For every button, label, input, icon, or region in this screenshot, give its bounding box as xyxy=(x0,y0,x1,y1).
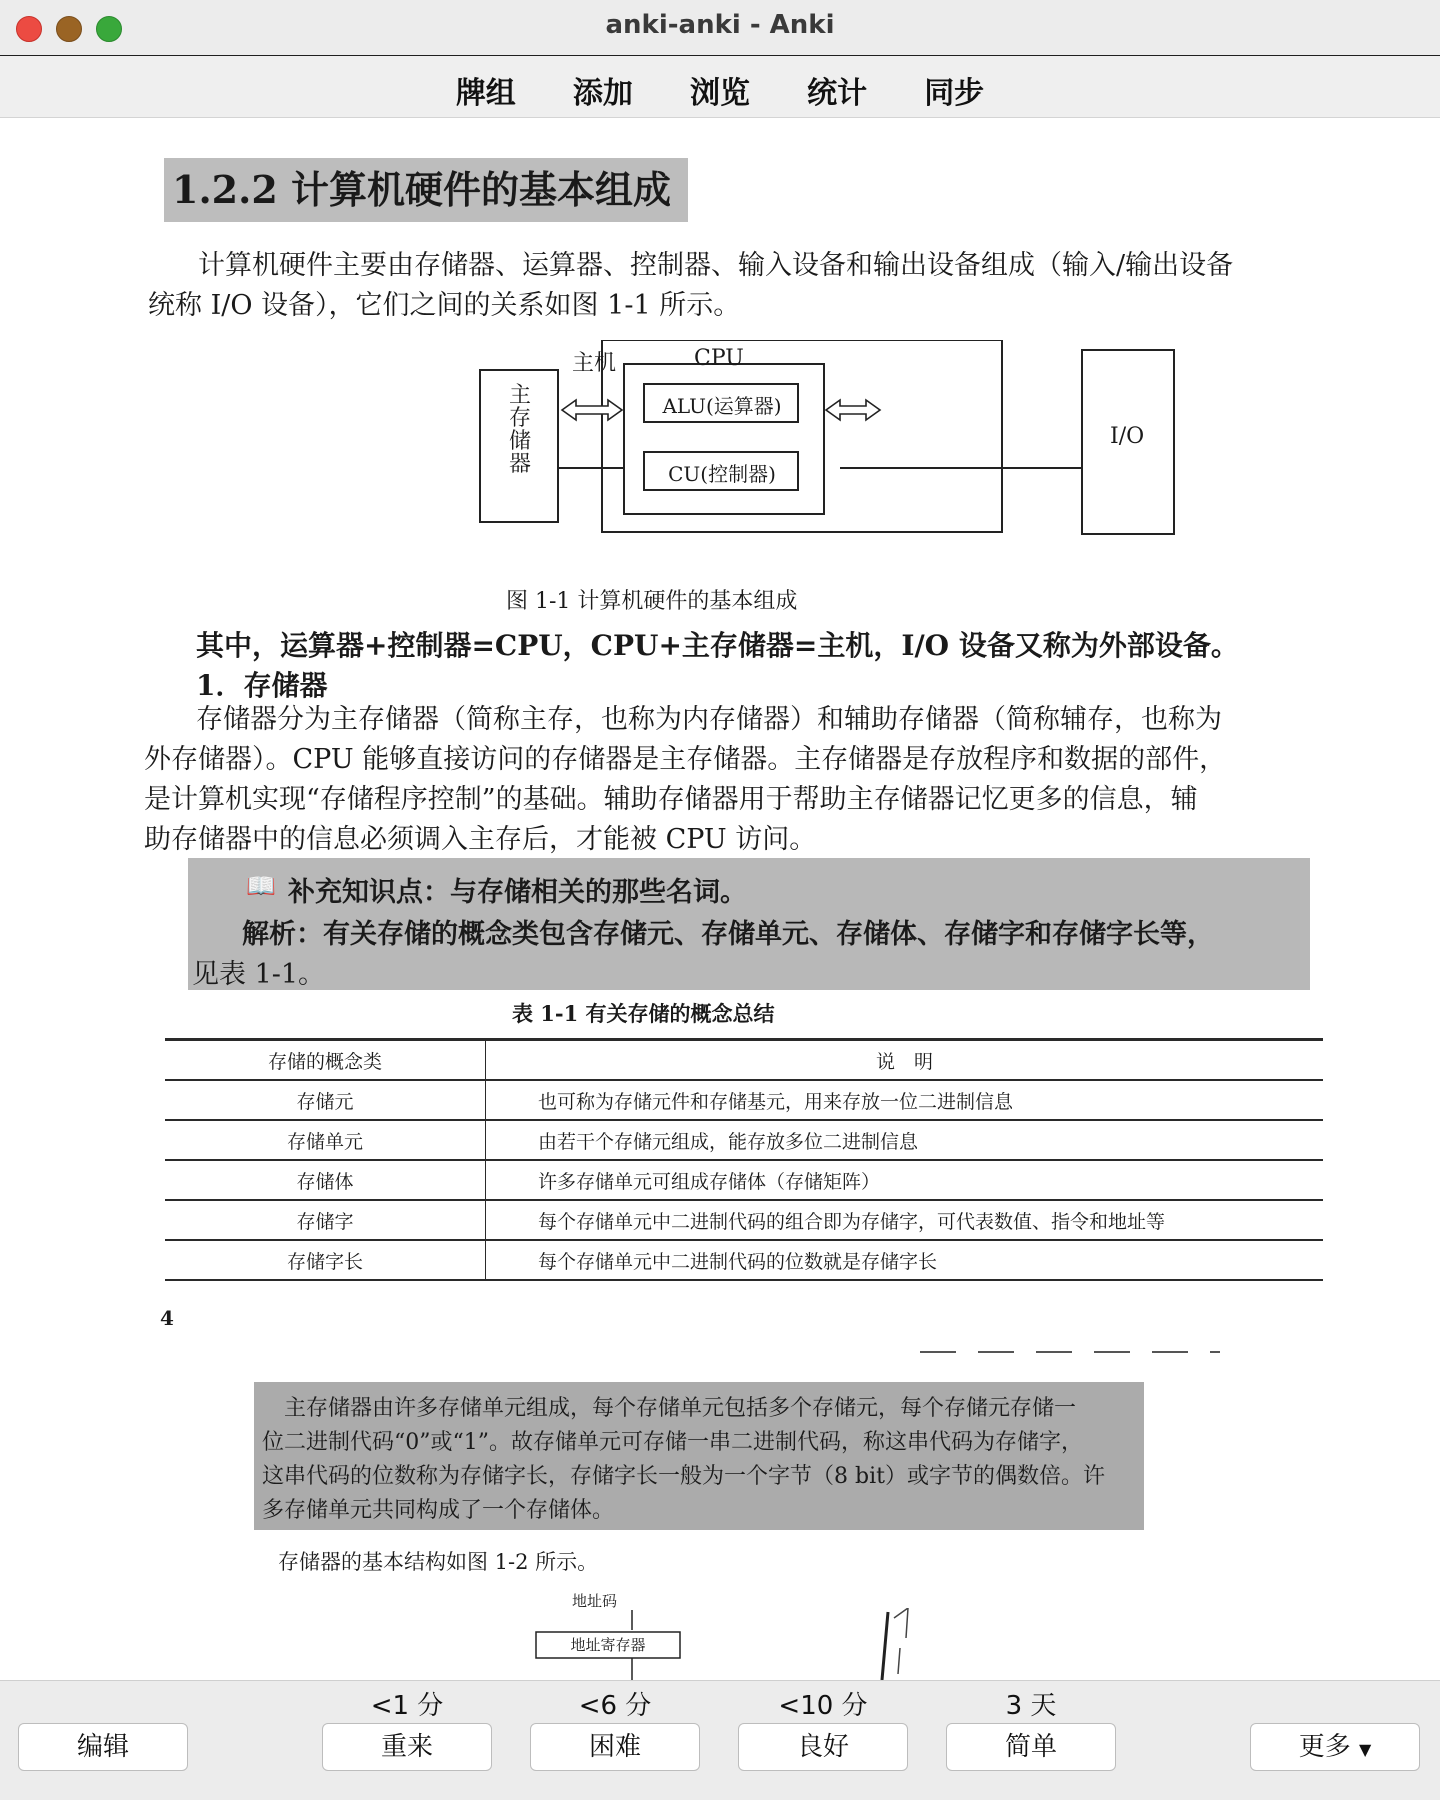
cu-label: CU(控制器) xyxy=(668,462,776,486)
separator-dashes xyxy=(920,1350,1220,1354)
hard-interval: <6 分 xyxy=(578,1691,652,1721)
note-line-2: 见表 1-1。 xyxy=(192,959,326,990)
body-line-2: 外存储器）。CPU 能够直接访问的存储器是主存储器。主存储器是存放程序和数据的部件， xyxy=(144,744,1227,775)
answer-bar xyxy=(0,1680,1440,1800)
table-cell-term: 存储字 xyxy=(165,1200,486,1240)
good-interval: <10 分 xyxy=(778,1691,868,1721)
main-memory-char: 器 xyxy=(508,452,531,477)
table-cell-term: 存储单元 xyxy=(165,1120,486,1160)
summary-line: 其中，运算器+控制器=CPU，CPU+主存储器=主机，I/O 设备又称为外部设备。 xyxy=(196,629,1239,662)
toolbar-add[interactable]: 添加 xyxy=(572,76,633,111)
table-header-cell: 存储的概念类 xyxy=(165,1040,486,1081)
definition-line-1: 主存储器由许多存储单元组成，每个存储单元包括多个存储元，每个存储元存储一 xyxy=(262,1396,1077,1421)
definition-line-4: 多存储单元共同构成了一个存储体。 xyxy=(262,1498,615,1523)
more-label: 更多 xyxy=(1298,1732,1351,1762)
main-memory-char: 存 xyxy=(508,406,531,431)
memory-definition-box xyxy=(254,1382,1144,1530)
body-line-4: 助存储器中的信息必须调入主存后，才能被 CPU 访问。 xyxy=(144,824,817,855)
table-cell-desc: 许多存储单元可组成存储体（存储矩阵） xyxy=(486,1160,1324,1200)
note-title: 补充知识点：与存储相关的那些名词。 xyxy=(288,877,747,908)
toolbar-stats[interactable]: 统计 xyxy=(807,76,868,111)
table-header-cell: 说 明 xyxy=(486,1040,1324,1081)
card-content[interactable] xyxy=(0,118,1440,1680)
hardware-diagram xyxy=(460,340,1220,570)
table-cell-desc: 每个存储单元中二进制代码的组合即为存储字，可代表数值、指令和地址等 xyxy=(486,1200,1324,1240)
table-row xyxy=(165,1160,1323,1200)
title-bar xyxy=(0,0,1440,56)
section-heading: 1.2.2 计算机硬件的基本组成 xyxy=(164,158,688,222)
host-label: 主机 xyxy=(572,351,617,376)
toolbar-sync[interactable]: 同步 xyxy=(924,76,985,111)
alu-label: ALU(运算器) xyxy=(662,394,782,418)
table-cell-term: 存储体 xyxy=(165,1160,486,1200)
table-row xyxy=(165,1240,1323,1280)
table-row xyxy=(165,1200,1323,1240)
figure-caption: 图 1-1 计算机硬件的基本组成 xyxy=(506,589,798,614)
table-row xyxy=(165,1120,1323,1160)
table-row xyxy=(165,1080,1323,1120)
main-memory-char: 主 xyxy=(508,383,531,408)
main-toolbar xyxy=(0,56,1440,118)
toolbar-decks[interactable]: 牌组 xyxy=(455,76,516,111)
subheading-memory: 1．存储器 xyxy=(196,669,328,702)
address-code-label: 地址码 xyxy=(572,1592,618,1610)
main-memory-char: 储 xyxy=(508,429,531,454)
window-title: anki-anki - Anki xyxy=(605,10,835,40)
body-line-1: 存储器分为主存储器（简称主存，也称为内存储器）和辅助存储器（简称辅存，也称为 xyxy=(196,704,1222,735)
again-interval: <1 分 xyxy=(370,1691,444,1721)
table-cell-term: 存储元 xyxy=(165,1080,486,1120)
definition-line-2: 位二进制代码“0”或“1”。故存储单元可存储一串二进制代码，称这串代码为存储字， xyxy=(262,1430,1083,1455)
main-memory-label xyxy=(508,384,532,476)
hard-button[interactable]: 困难 xyxy=(530,1723,700,1771)
intro-line-2: 统称 I/O 设备），它们之间的关系如图 1-1 所示。 xyxy=(148,290,741,321)
table-cell-desc: 由若干个存储元组成，能存放多位二进制信息 xyxy=(486,1120,1324,1160)
table-caption: 表 1-1 有关存储的概念总结 xyxy=(512,1001,775,1026)
toolbar-browse[interactable]: 浏览 xyxy=(690,76,750,111)
intro-line-1: 计算机硬件主要由存储器、运算器、控制器、输入设备和输出设备组成（输入/输出设备 xyxy=(198,250,1234,281)
caret-down-icon: ▼ xyxy=(1358,1740,1372,1759)
body-line-3: 是计算机实现“存储程序控制”的基础。辅助存储器用于帮助主存储器记忆更多的信息，辅 xyxy=(144,784,1198,815)
concepts-table xyxy=(165,1038,1323,1281)
address-register-label: 地址寄存器 xyxy=(570,1636,646,1654)
definition-line-3: 这串代码的位数称为存储字长，存储字长一般为一个字节（8 bit）或字节的偶数倍。许 xyxy=(262,1464,1105,1489)
book-icon: 📖 xyxy=(246,872,276,900)
table-cell-term: 存储字长 xyxy=(165,1240,486,1280)
table-cell-desc: 每个存储单元中二进制代码的位数就是存储字长 xyxy=(486,1240,1324,1280)
edit-button[interactable]: 编辑 xyxy=(18,1723,188,1771)
easy-interval: 3 天 xyxy=(1005,1691,1057,1721)
table-cell-desc: 也可称为存储元件和存储基元，用来存放一位二进制信息 xyxy=(486,1080,1324,1120)
io-label: I/O xyxy=(1110,424,1145,449)
note-box xyxy=(188,858,1310,990)
again-button[interactable]: 重来 xyxy=(322,1723,492,1771)
page-number: 4 xyxy=(160,1306,174,1330)
table-header-row xyxy=(165,1040,1323,1081)
note-line-1: 解析：有关存储的概念类包含存储元、存储单元、存储体、存储字和存储字长等， xyxy=(242,919,1214,950)
cpu-label: CPU xyxy=(694,346,744,371)
easy-button[interactable]: 简单 xyxy=(946,1723,1116,1771)
good-button[interactable]: 良好 xyxy=(738,1723,908,1771)
more-button[interactable] xyxy=(1250,1723,1420,1771)
figure2-intro: 存储器的基本结构如图 1-2 所示。 xyxy=(278,1550,599,1574)
